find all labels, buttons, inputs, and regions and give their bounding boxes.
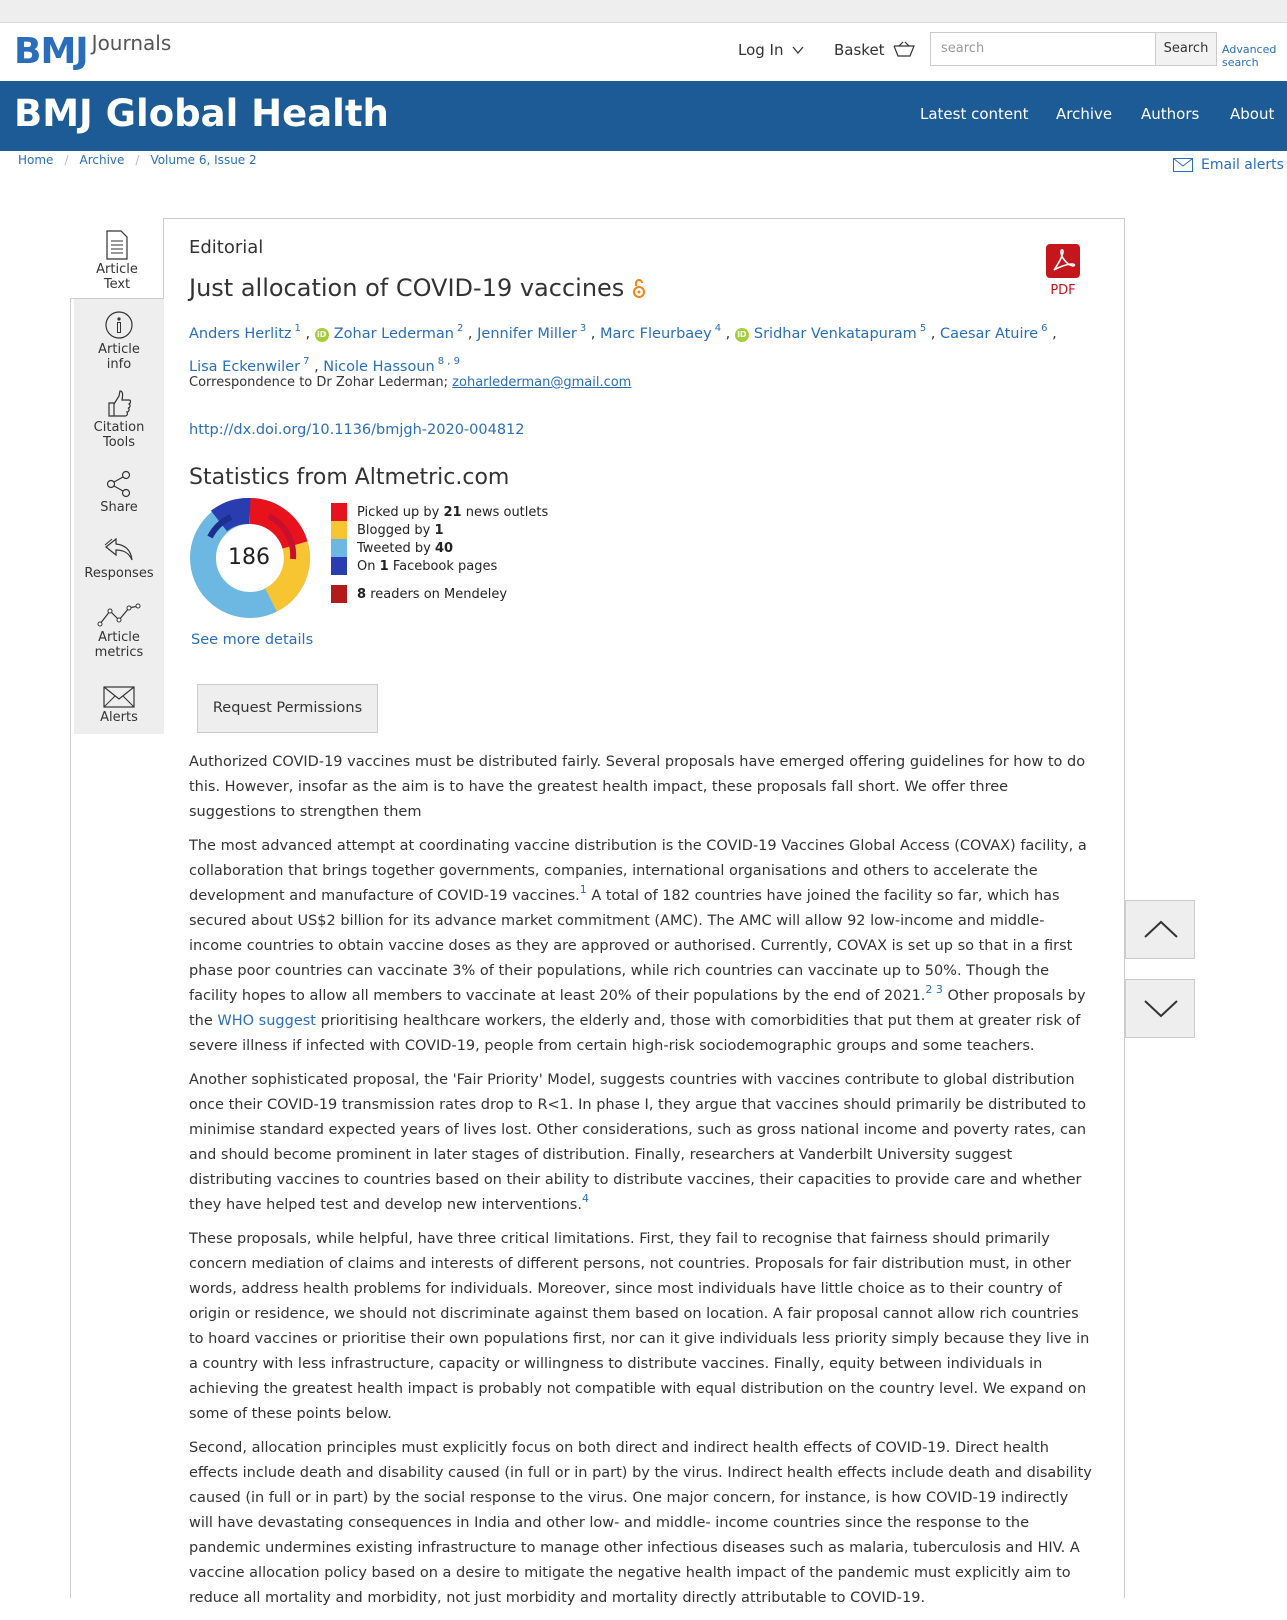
request-permissions-button[interactable]: Request Permissions [197,684,378,733]
sidebar-item-article-metrics[interactable] [74,602,164,660]
sidebar-item-label: Alerts [100,710,138,725]
bmj-journals-logo[interactable] [14,30,171,74]
author-list: Anders Herlitz $^1$ , iD Zohar Lederman $^2$ , Jennifer Miller $^3$ , Marc Fleurbaey $^4$ , iD Sridhar Venkatapuram $^5$ , Caesar Atuire $^6$ , Lisa Eckenwiler $^7$ , Nicole Hassoun $^{8 , 9}$ [189,323,1057,375]
altmetric-twitter-row[interactable]: Tweeted by 40 [331,539,453,557]
email-alerts-link[interactable] [1173,157,1284,173]
author-link[interactable]: Anders Herlitz $^1$ [189,323,301,342]
thumbs-up-icon [106,390,132,418]
altmetric-score: 186 [228,545,270,570]
breadcrumb-home[interactable]: Home [18,153,54,167]
breadcrumb-separator: / [135,153,140,167]
logo-journals-text: Journals [91,31,172,55]
altmetric-facebook-row[interactable]: On 1 Facebook pages [331,557,497,575]
nav-archive[interactable]: Archive [1056,105,1113,123]
author-link[interactable]: Nicole Hassoun $^{8 , 9}$ [323,356,460,375]
author-link[interactable]: Jennifer Miller $^3$ [477,323,587,342]
email-alerts-label: Email alerts [1201,157,1284,173]
correspondence-text: Correspondence to Dr Zohar Lederman; [189,375,449,390]
author-link[interactable]: Marc Fleurbaey $^4$ [600,323,722,342]
article-body [189,750,1094,1620]
author-link[interactable]: Sridhar Venkatapuram $^5$ [753,323,927,342]
sidebar-item-label: Share [100,500,138,515]
news-color-swatch [331,503,347,521]
reference-link[interactable]: 4 [581,1192,589,1205]
open-access-icon [632,277,646,299]
basket-icon [893,42,915,58]
metrics-icon [97,602,141,628]
login-label: Log In [738,41,784,59]
who-suggest-link[interactable]: WHO suggest [217,1013,316,1029]
reply-icon [104,536,134,564]
blog-color-swatch [331,521,347,539]
sidebar-item-responses[interactable] [74,536,164,581]
author-link[interactable]: Zohar Lederman $^2$ [333,323,464,342]
author-link[interactable]: Caesar Atuire $^6$ [940,323,1048,342]
share-icon [105,470,133,498]
advanced-search-link[interactable]: Advanced search [1222,43,1277,69]
chevron-down-icon [1143,996,1179,1020]
reference-link[interactable]: 2 3 [925,983,943,996]
article-title-text: Just allocation of COVID-19 vaccines [189,274,625,302]
altmetric-title: Statistics from Altmetric.com [189,465,510,490]
see-more-details-link[interactable]: See more details [191,632,314,648]
sidebar-item-label: Responses [84,566,154,581]
altmetric-mendeley-row[interactable]: 8 readers on Mendeley [331,585,507,603]
sidebar-item-label: Article metrics [94,630,144,660]
logo-bmj-text: BMJ [14,31,88,72]
orcid-icon[interactable]: iD [735,328,749,342]
login-menu[interactable] [738,41,804,59]
body-paragraph: Another sophisticated proposal, the 'Fair Priority' Model, suggests countries with vaccines contribute to global distribution once their COVID-19 transmission rates drop to R<1. In phase I, they argue that vaccines should primarily be distributed to minimise standard expected years of lives lost. Other considerations, such as gross national income and poverty rates, can and should become prominent in later stages of distribution. Finally, researchers at Vanderbilt University suggest distributing vaccines to countries based on their ability to distribute vaccines, their capacities to provide care and whether they have helped test and develop new interventions.$^4$ [189,1072,1087,1213]
basket-link[interactable] [834,41,915,59]
search-button[interactable]: Search [1155,32,1217,66]
doi-link[interactable]: http://dx.doi.org/10.1136/bmjgh-2020-004812 [189,422,525,438]
document-icon [105,230,129,260]
pdf-download[interactable] [1045,244,1081,298]
sidebar-item-alerts[interactable] [74,686,164,725]
correspondence [189,375,631,390]
body-paragraph: Second, allocation principles must explicitly focus on both direct and indirect health effects of COVID-19. Direct health effects include death and disability caused (in full or in part) by the virus. Indirect health effects include death and disability caused (in full or in part) by the social response to the virus. One major concern, for instance, is how COVID-19 indirectly will have devastating consequences in India and other low- and middle- income countries since the response to the pandemic undermines existing infrastructure to manage other infectious diseases such as malaria, tuberculosis and HIV. A vaccine allocation policy based on a desire to mitigate the negative health impact of the pandemic must explicitly aim to reduce all mortality and morbidity, not just morbidity and mortality directly attributable to COVID-19. [189,1440,1092,1606]
sidebar-item-label: Article Text [96,262,138,292]
scroll-down-button[interactable] [1125,979,1195,1038]
basket-label: Basket [834,41,885,59]
article-type: Editorial [189,237,264,258]
author-link[interactable]: Lisa Eckenwiler $^7$ [189,356,310,375]
mendeley-color-swatch [331,585,347,603]
nav-about[interactable]: About [1230,105,1275,123]
journal-banner [0,81,1287,151]
reference-link[interactable]: 1 [579,883,587,896]
breadcrumb [18,153,257,167]
site-header [0,23,1287,81]
chevron-down-icon [792,44,804,56]
correspondence-email[interactable]: zoharlederman@gmail.com [452,375,632,390]
info-icon [104,310,134,340]
altmetric-news-row[interactable]: Picked up by 21 news outlets [331,503,548,521]
article-title [189,274,646,302]
twitter-color-swatch [331,539,347,557]
body-paragraph: The most advanced attempt at coordinating vaccine distribution is the COVID-19 Vaccines Global Access (COVAX) facility, a collaboration that brings together governments, companies, international organisations and others to accelerate the development and manufacture of COVID-19 vaccines.$^1$ A total of 182 countries have joined the facility so far, which has secured about US$2 billion for its advance market commitment (AMC). The AMC will allow 92 low-income and middle-income countries to obtain vaccine doses as they are approved or authorised. Currently, COVAX is set up so that in a first phase poor countries can vaccinate 3% of their populations, while rich countries can vaccinate up to 50%. Though the facility hopes to allow all members to vaccinate at least 20% of their populations by the end of 2021.$^{2 3}$ Other proposals by the WHO suggest prioritising healthcare workers, the elderly and, those with comorbidities that put them at greater risk of severe illness if infected with COVID-19, people from certain high-risk sociodemographic groups and some teachers. [189,838,1087,1054]
nav-authors[interactable]: Authors [1141,105,1200,123]
breadcrumb-archive[interactable]: Archive [79,153,125,167]
breadcrumb-separator: / [64,153,69,167]
scroll-up-button[interactable] [1125,900,1195,959]
envelope-icon [1173,158,1193,172]
top-strip [0,0,1287,23]
sidebar-item-article-info[interactable] [74,310,164,372]
journal-title[interactable]: BMJ Global Health [14,92,389,135]
chevron-up-icon [1143,917,1179,941]
sidebar-item-article-text[interactable] [70,230,164,292]
altmetric-blog-row[interactable]: Blogged by 1 [331,521,444,539]
search-input[interactable]: search [930,32,1155,66]
pdf-label: PDF [1050,283,1076,298]
breadcrumb-issue[interactable]: Volume 6, Issue 2 [150,153,257,167]
sidebar-item-label: Article info [98,342,140,372]
body-paragraph: These proposals, while helpful, have three critical limitations. First, they fail to recognise that fairness should primarily concern mediation of claims and interests of different persons, not countries. Proposals for fair distribution must, in other words, address health problems for individuals. Moreover, since most individuals have little choice as to their country of origin or residence, we should not discriminate against them based on location. A fair proposal cannot allow rich countries to hoard vaccines or prioritise their own populations first, nor can it give individuals less priority simply because they live in a country with less infrastructure, capacity or willingness to distribute vaccines. Finally, equity between individuals in achieving the greatest health impact is probably not compatible with equal distribution on the country level. We expand on some of these points below. [189,1231,1090,1422]
facebook-color-swatch [331,557,347,575]
envelope-icon [103,686,135,708]
sidebar-item-share[interactable] [74,470,164,515]
sidebar-item-citation-tools[interactable] [74,390,164,450]
orcid-icon[interactable]: iD [315,328,329,342]
sidebar-item-label: Citation Tools [93,420,145,450]
body-paragraph: Authorized COVID-19 vaccines must be distributed fairly. Several proposals have emerged offering guidelines for how to do this. However, insofar as the aim is to have the greatest health impact, these proposals fall short. We offer three suggestions to strengthen them [189,754,1086,820]
nav-latest-content[interactable]: Latest content [920,105,1029,123]
pdf-icon [1046,244,1080,278]
